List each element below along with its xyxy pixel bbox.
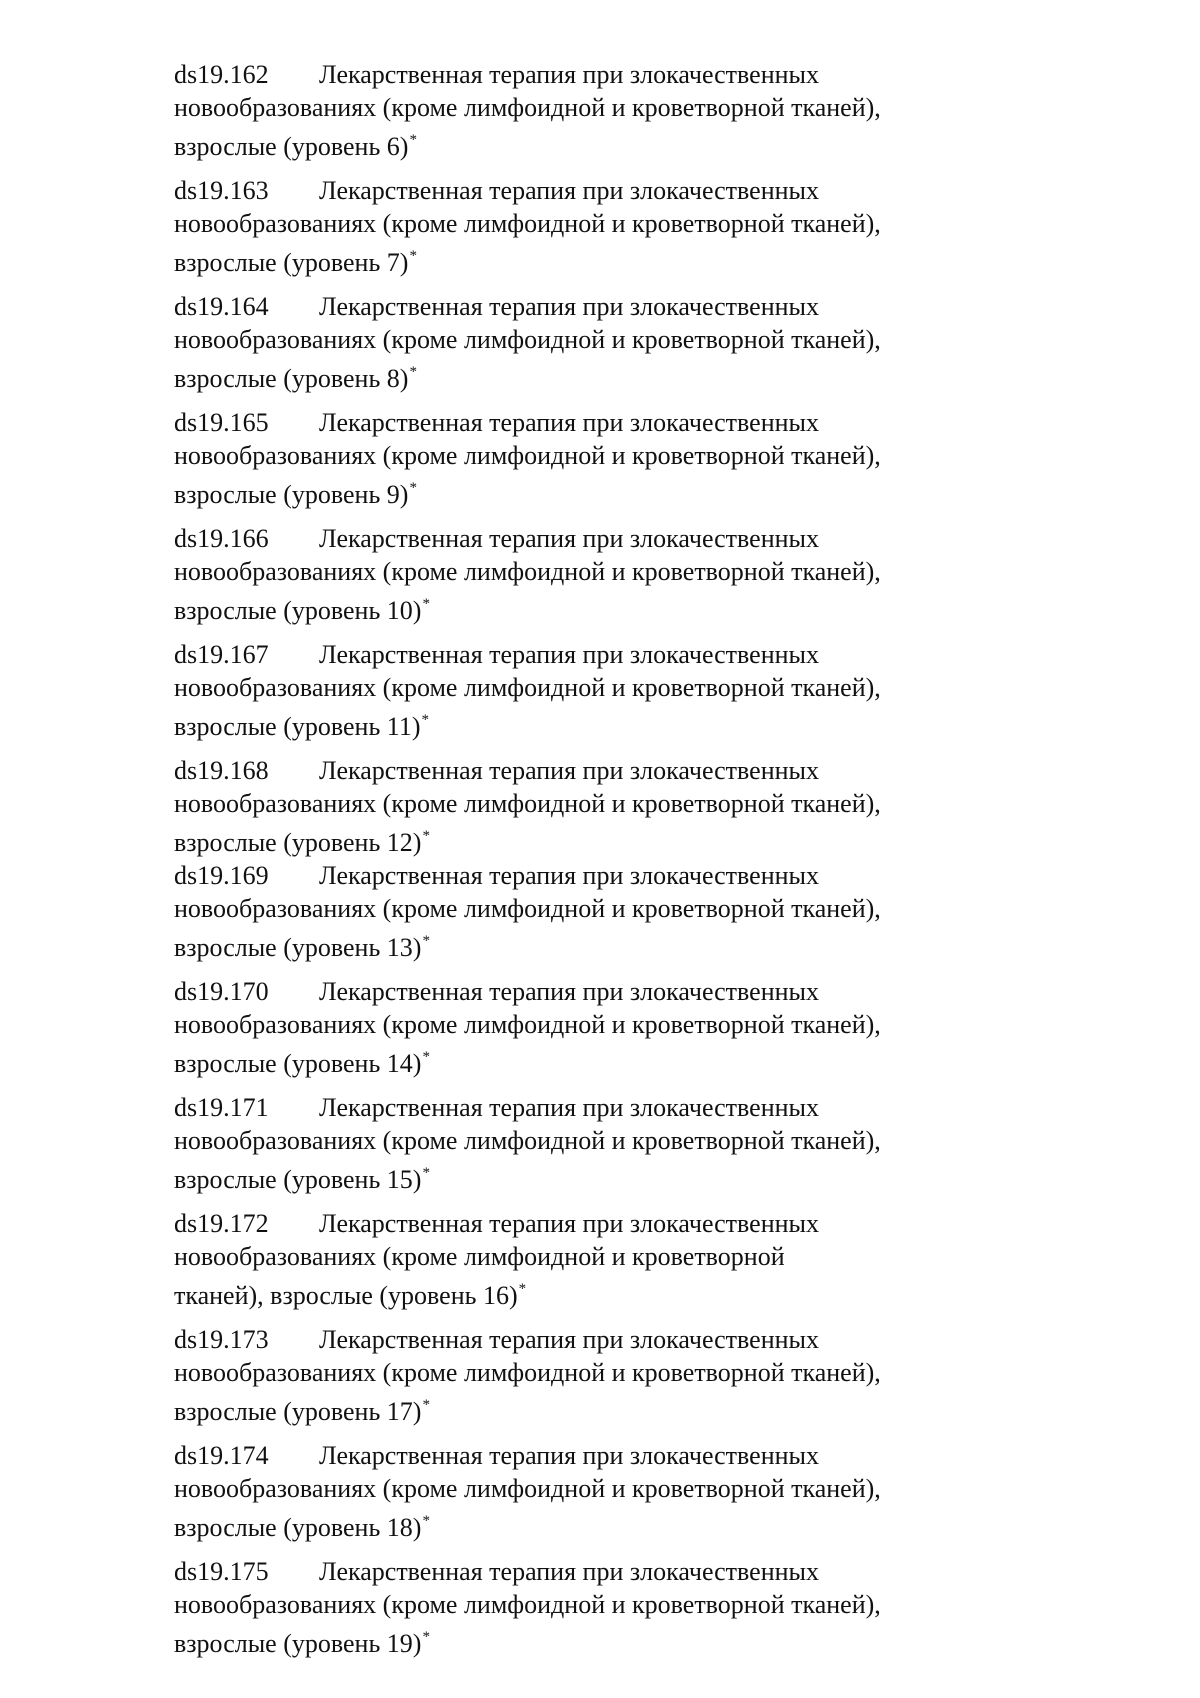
entry-title-line-3: взрослые (уровень 10)	[174, 596, 422, 625]
entry-code: ds19.167	[174, 640, 269, 669]
entry-title-line-2: новообразованиях (кроме лимфоидной и кроветворной тканей),	[174, 1126, 881, 1155]
entry-title-line-3: взрослые (уровень 13)	[174, 933, 422, 962]
entry-title-line-2: новообразованиях (кроме лимфоидной и кроветворной тканей),	[174, 325, 881, 354]
entry-title-line-2: новообразованиях (кроме лимфоидной и кроветворной тканей),	[174, 441, 881, 470]
entry-title-line-3: взрослые (уровень 14)	[174, 1049, 422, 1078]
entry-title-line-3: взрослые (уровень 18)	[174, 1513, 422, 1542]
entry-title-line-2: новообразованиях (кроме лимфоидной и кроветворной тканей),	[174, 1590, 881, 1619]
entry-title-line-2: новообразованиях (кроме лимфоидной и кроветворной тканей),	[174, 673, 881, 702]
entry-first-line	[174, 1555, 994, 1588]
entry-title-line-1: Лекарственная терапия при злокачественных	[319, 176, 819, 205]
entry-first-line	[174, 1207, 994, 1240]
footnote-mark: *	[409, 132, 417, 148]
entry-ds19-166	[174, 522, 994, 627]
entry-last-line	[174, 1621, 994, 1660]
footnote-mark: *	[422, 1165, 430, 1181]
entry-first-line	[174, 1439, 994, 1472]
entry-code: ds19.164	[174, 292, 269, 321]
entry-title-line-2: новообразованиях (кроме лимфоидной и кроветворной тканей),	[174, 1474, 881, 1503]
entry-first-line	[174, 58, 994, 91]
entry-title-line-2: новообразованиях (кроме лимфоидной и кроветворной тканей),	[174, 209, 881, 238]
entry-ds19-163	[174, 174, 994, 279]
entry-last-line	[174, 1273, 994, 1312]
entry-title-line-1: Лекарственная терапия при злокачественных	[319, 292, 819, 321]
entry-code: ds19.166	[174, 524, 269, 553]
entry-title-line-2: новообразованиях (кроме лимфоидной и кроветворной тканей),	[174, 93, 881, 122]
footnote-mark: *	[409, 248, 417, 264]
entry-ds19-171	[174, 1091, 994, 1196]
footnote-mark: *	[422, 933, 430, 949]
entry-title-line-3: тканей), взрослые (уровень 16)	[174, 1281, 518, 1310]
entry-last-line	[174, 704, 994, 743]
entry-last-line	[174, 1505, 994, 1544]
entry-last-line	[174, 925, 994, 964]
entry-title-line-2: новообразованиях (кроме лимфоидной и кроветворной тканей),	[174, 894, 881, 923]
entry-ds19-172	[174, 1207, 994, 1312]
footnote-mark: *	[422, 1513, 430, 1529]
footnote-mark: *	[409, 480, 417, 496]
entry-title-line-3: взрослые (уровень 9)	[174, 480, 409, 509]
footnote-mark: *	[422, 828, 430, 844]
entry-first-line	[174, 1091, 994, 1124]
entry-ds19-175	[174, 1555, 994, 1660]
entry-title-line-2: новообразованиях (кроме лимфоидной и кроветворной	[174, 1242, 785, 1271]
entry-code: ds19.171	[174, 1093, 269, 1122]
entry-ds19-174	[174, 1439, 994, 1544]
entry-last-line	[174, 240, 994, 279]
entry-first-line	[174, 522, 994, 555]
entry-code: ds19.175	[174, 1557, 269, 1586]
entry-last-line	[174, 1157, 994, 1196]
entry-ds19-170	[174, 975, 994, 1080]
entry-title-line-3: взрослые (уровень 6)	[174, 132, 409, 161]
entry-list	[174, 58, 994, 1671]
entry-first-line	[174, 1323, 994, 1356]
entry-first-line	[174, 975, 994, 1008]
entry-code: ds19.169	[174, 861, 269, 890]
entry-first-line	[174, 859, 994, 892]
entry-last-line	[174, 820, 994, 859]
entry-first-line	[174, 638, 994, 671]
entry-title-line-1: Лекарственная терапия при злокачественных	[319, 1093, 819, 1122]
footnote-mark: *	[422, 1629, 430, 1645]
entry-title-line-3: взрослые (уровень 7)	[174, 248, 409, 277]
entry-code: ds19.172	[174, 1209, 269, 1238]
footnote-mark: *	[422, 596, 430, 612]
entry-last-line	[174, 356, 994, 395]
entry-code: ds19.168	[174, 756, 269, 785]
entry-title-line-1: Лекарственная терапия при злокачественных	[319, 60, 819, 89]
entry-ds19-169	[174, 859, 994, 964]
entry-first-line	[174, 754, 994, 787]
entry-ds19-173	[174, 1323, 994, 1428]
entry-title-line-1: Лекарственная терапия при злокачественных	[319, 1557, 819, 1586]
entry-code: ds19.174	[174, 1441, 269, 1470]
footnote-mark: *	[421, 712, 430, 728]
entry-first-line	[174, 174, 994, 207]
footnote-mark: *	[422, 1049, 430, 1065]
footnote-mark: *	[518, 1281, 527, 1297]
entry-title-line-2: новообразованиях (кроме лимфоидной и кроветворной тканей),	[174, 557, 881, 586]
entry-title-line-1: Лекарственная терапия при злокачественных	[319, 408, 819, 437]
entry-code: ds19.165	[174, 408, 269, 437]
entry-code: ds19.162	[174, 60, 269, 89]
entry-last-line	[174, 588, 994, 627]
entry-first-line	[174, 290, 994, 323]
entry-first-line	[174, 406, 994, 439]
entry-ds19-164	[174, 290, 994, 395]
entry-title-line-1: Лекарственная терапия при злокачественных	[319, 1209, 819, 1238]
entry-title-line-3: взрослые (уровень 15)	[174, 1165, 422, 1194]
entry-ds19-165	[174, 406, 994, 511]
footnote-mark: *	[422, 1397, 430, 1413]
entry-title-line-1: Лекарственная терапия при злокачественных	[319, 977, 819, 1006]
entry-title-line-1: Лекарственная терапия при злокачественных	[319, 756, 819, 785]
entry-ds19-168	[174, 754, 994, 859]
entry-title-line-1: Лекарственная терапия при злокачественных	[319, 1325, 819, 1354]
entry-last-line	[174, 1389, 994, 1428]
entry-title-line-3: взрослые (уровень 19)	[174, 1629, 422, 1658]
entry-ds19-162	[174, 58, 994, 163]
entry-title-line-2: новообразованиях (кроме лимфоидной и кроветворной тканей),	[174, 1010, 881, 1039]
entry-last-line	[174, 1041, 994, 1080]
entry-ds19-167	[174, 638, 994, 743]
entry-title-line-1: Лекарственная терапия при злокачественных	[319, 861, 819, 890]
entry-last-line	[174, 472, 994, 511]
entry-title-line-1: Лекарственная терапия при злокачественных	[319, 524, 819, 553]
entry-title-line-3: взрослые (уровень 8)	[174, 364, 409, 393]
footnote-mark: *	[409, 364, 417, 380]
entry-title-line-2: новообразованиях (кроме лимфоидной и кроветворной тканей),	[174, 789, 881, 818]
entry-title-line-3: взрослые (уровень 17)	[174, 1397, 422, 1426]
entry-title-line-1: Лекарственная терапия при злокачественных	[319, 1441, 819, 1470]
entry-title-line-1: Лекарственная терапия при злокачественных	[319, 640, 819, 669]
entry-last-line	[174, 124, 994, 163]
entry-title-line-2: новообразованиях (кроме лимфоидной и кроветворной тканей),	[174, 1358, 881, 1387]
entry-title-line-3: взрослые (уровень 12)	[174, 828, 422, 857]
entry-code: ds19.173	[174, 1325, 269, 1354]
entry-title-line-3: взрослые (уровень 11)	[174, 712, 421, 741]
entry-code: ds19.170	[174, 977, 269, 1006]
entry-code: ds19.163	[174, 176, 269, 205]
